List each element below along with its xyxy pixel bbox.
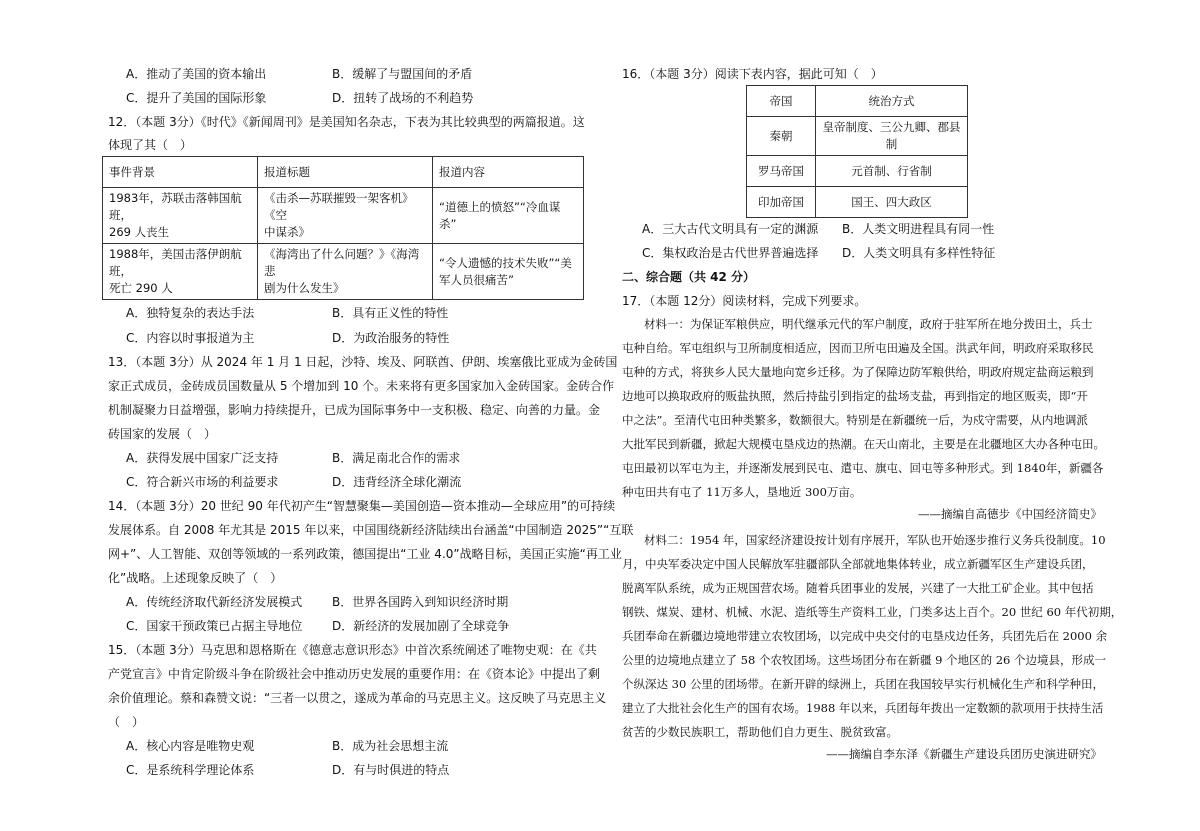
q11-option-b[interactable]: B．缓解了与盟国间的矛盾 bbox=[332, 67, 473, 81]
table-cell: 秦朝 bbox=[747, 117, 816, 156]
table-header: 报道标题 bbox=[258, 157, 433, 188]
q12-stem-line: 体现了其（ ） bbox=[108, 138, 193, 152]
q14-stem-line: 网+”、人工智能、双创等领域的一系列政策，德国提出“工业 4.0”战略目标，美国正实施“再工业 bbox=[108, 547, 622, 561]
table-cell: 1988年，美国击落伊朗航班， 死亡 290 人 bbox=[103, 244, 258, 300]
table-cell: 印加帝国 bbox=[747, 187, 816, 218]
table-header: 帝国 bbox=[747, 86, 816, 117]
material-two-line: 月，中央军委决定中国人民解放军驻疆部队全部就地集体转业，成立新疆军区生产建设兵团， bbox=[622, 557, 1094, 571]
table-row bbox=[103, 188, 584, 244]
table-cell: 《击杀—苏联摧毁一架客机》《空 中谋杀》 bbox=[258, 188, 433, 244]
table-row bbox=[747, 156, 968, 187]
table-cell: 国王、四大政区 bbox=[816, 187, 968, 218]
q15-option-d[interactable]: D．有与时俱进的特点 bbox=[332, 763, 450, 777]
table-header: 事件背景 bbox=[103, 157, 258, 188]
table-cell: 元首制、行省制 bbox=[816, 156, 968, 187]
material-two-line: 公里的边境地点建立了 58 个农牧团场。这些场团分布在新疆 9 个地区的 26 个边境县，形成一 bbox=[622, 653, 1107, 667]
table-header: 统治方式 bbox=[816, 86, 968, 117]
section-heading: 二、综合题（共 42 分） bbox=[622, 270, 756, 284]
table-cell: “令人遗憾的技术失败”“美 军人员很痛苦” bbox=[433, 244, 584, 300]
q14-stem-line: 化”战略。上述现象反映了（ ） bbox=[108, 571, 283, 585]
q13-stem-line: 家正式成员，金砖成员国数量从 5 个增加到 10 个。未来将有更多国家加入金砖国家。金砖合作 bbox=[108, 379, 615, 393]
table-row bbox=[747, 117, 968, 156]
table-row bbox=[103, 244, 584, 300]
q12-option-b[interactable]: B．具有正义性的特性 bbox=[332, 306, 449, 320]
q13-stem-line: 砖国家的发展（ ） bbox=[108, 427, 217, 441]
q13-option-a[interactable]: A．获得发展中国家广泛支持 bbox=[126, 451, 279, 465]
q14-option-c[interactable]: C．国家干预政策已占据主导地位 bbox=[126, 619, 303, 633]
source-citation: ——摘编自高德步《中国经济简史》 bbox=[918, 507, 1102, 521]
material-one-line: 屯田最初以军屯为主，并逐渐发展到民屯、遣屯、旗屯、回屯等多种形式。到 1840年，新疆各 bbox=[622, 461, 1104, 475]
q15-stem-line: 产党宣言》中肯定阶级斗争在阶级社会中推动历史发展的重要作用：在《资本论》中提出了剩 bbox=[108, 667, 601, 681]
q14-stem-line: 发展体系。自 2008 年尤其是 2015 年以来，中国围绕新经济陆续出台涵盖“中国制造 2025”“互联 bbox=[108, 523, 634, 537]
q14-option-b[interactable]: B．世界各国跨入到知识经济时期 bbox=[332, 595, 509, 609]
material-one-line: 屯种的方式，将狭乡人民大量地向宽乡迁移。为了保障边防军粮供给，明政府规定盐商运粮到 bbox=[622, 365, 1094, 379]
material-one-line: 屯种自给。军屯组织与卫所制度相适应，因而卫所屯田遍及全国。洪武年间，明政府采取移民 bbox=[622, 341, 1094, 355]
table-cell: 《海湾出了什么问题？》《海湾悲 剧为什么发生》 bbox=[258, 244, 433, 300]
q16-option-c[interactable]: C．集权政治是古代世界普遍选择 bbox=[642, 246, 819, 260]
q15-stem-line: 15．（本题 3分）马克思和恩格斯在《德意志意识形态》中首次系统阐述了唯物史观：在《共 bbox=[108, 643, 597, 657]
q13-option-c[interactable]: C．符合新兴市场的利益要求 bbox=[126, 475, 279, 489]
table-row bbox=[747, 187, 968, 218]
q14-stem-line: 14．（本题 3分）20 世纪 90 年代初产生“智慧聚集—美国创造—资本推动—全球应用”的可持续 bbox=[108, 499, 616, 513]
q17-stem: 17．（本题 12分）阅读材料，完成下列要求。 bbox=[622, 294, 867, 308]
q13-stem-line: 机制凝聚力日益增强，影响力持续提升，已成为国际事务中一支积极、稳定、向善的力量。金 bbox=[108, 403, 601, 417]
q14-option-a[interactable]: A．传统经济取代新经济发展模式 bbox=[126, 595, 303, 609]
q11-option-d[interactable]: D．扭转了战场的不利趋势 bbox=[332, 91, 474, 105]
material-two-line: 个纵深达 30 公里的团场带。在新开辟的绿洲上，兵团在我国较早实行机械化生产和科学种田， bbox=[622, 677, 1104, 691]
material-one-line: 种屯田共有屯了 11万多人，垦地近 300万亩。 bbox=[622, 485, 862, 499]
q12-stem-line: 12．（本题 3分）《时代》《新闻周刊》是美国知名杂志，下表为其比较典型的两篇报道。这 bbox=[108, 115, 585, 129]
q13-option-d[interactable]: D．违背经济全球化潮流 bbox=[332, 475, 462, 489]
q13-stem-line: 13．（本题 3分）从 2024 年 1 月 1 日起，沙特、埃及、阿联酋、伊朗、埃塞俄比亚成为金砖国 bbox=[108, 355, 618, 369]
q16-table bbox=[746, 85, 968, 218]
table-cell: 皇帝制度、三公九卿、郡县制 bbox=[816, 117, 968, 156]
q14-option-d[interactable]: D．新经济的发展加剧了全球竞争 bbox=[332, 619, 510, 633]
q13-option-b[interactable]: B．满足南北合作的需求 bbox=[332, 451, 461, 465]
source-citation: ——摘编自李东泽《新疆生产建设兵团历史演进研究》 bbox=[826, 747, 1102, 761]
q12-option-a[interactable]: A．独特复杂的表达手法 bbox=[126, 306, 255, 320]
material-one-line: 中之法”。至清代屯田种类繁多，数额很大。特别是在新疆统一后，为戍守需要，从内地调派 bbox=[622, 413, 1088, 427]
material-two-line: 贫苦的少数民族职工，帮助他们自力更生、脱贫致富。 bbox=[622, 725, 898, 739]
q16-option-a[interactable]: A．三大古代文明具有一定的渊源 bbox=[642, 222, 819, 236]
q11-option-c[interactable]: C．提升了美国的国际形象 bbox=[126, 91, 267, 105]
q15-stem-line: 余价值理论。蔡和森赞文说：“三者一以贯之，遂成为革命的马克思主义。这反映了马克思主义 bbox=[108, 691, 607, 705]
q15-option-a[interactable]: A．核心内容是唯物史观 bbox=[126, 739, 255, 753]
q12-option-c[interactable]: C．内容以时事报道为主 bbox=[126, 331, 255, 345]
material-one-line: 大批军民到新疆，掀起大规模屯垦戍边的热潮。在天山南北，主要是在北疆地区大办各种屯田。 bbox=[622, 437, 1105, 451]
q12-table bbox=[102, 156, 584, 300]
table-cell: 1983年，苏联击落韩国航班， 269 人丧生 bbox=[103, 188, 258, 244]
table-cell: “道德上的愤怒”“冷血谋杀” bbox=[433, 188, 584, 244]
q16-option-b[interactable]: B．人类文明进程具有同一性 bbox=[842, 222, 995, 236]
q15-stem-line: （ ） bbox=[108, 715, 145, 729]
material-one-line: 材料一：为保证军粮供应，明代继承元代的军户制度，政府于驻军所在地分拨田土，兵士 bbox=[644, 317, 1093, 331]
table-cell: 罗马帝国 bbox=[747, 156, 816, 187]
material-one-line: 边地可以换取政府的贩盐执照，然后持盐引到指定的盐场支盐，再到指定的地区贩卖，即“开 bbox=[622, 389, 1088, 403]
material-two-line: 材料二：1954 年，国家经济建设按计划有序展开，军队也开始逐步推行义务兵役制度。10 bbox=[644, 533, 1106, 547]
q16-option-d[interactable]: D．人类文明具有多样性特征 bbox=[842, 246, 996, 260]
q15-option-b[interactable]: B．成为社会思想主流 bbox=[332, 739, 449, 753]
material-two-line: 兵团奉命在新疆边境地带建立农牧团场，以完成中央交付的屯垦戍边任务，兵团先后在 2000 余 bbox=[622, 629, 1108, 643]
material-two-line: 建立了大批社会化生产的国有农场。1988 年以来，兵团每年拨出一定数额的款项用于扶持生活 bbox=[622, 701, 1104, 715]
table-header: 报道内容 bbox=[433, 157, 584, 188]
q16-stem: 16．（本题 3分）阅读下表内容，据此可知（ ） bbox=[622, 67, 883, 81]
material-two-line: 钢铁、煤炭、建材、机械、水泥、造纸等生产资料工业，门类多达上百个。20 世纪 60 年代初期， bbox=[622, 605, 1123, 619]
q15-option-c[interactable]: C．是系统科学理论体系 bbox=[126, 763, 255, 777]
material-two-line: 脱离军队系统，成为正规国营农场。随着兵团事业的发展，兴建了一大批工矿企业。其中包括 bbox=[622, 581, 1094, 595]
q11-option-a[interactable]: A．推动了美国的资本输出 bbox=[126, 67, 267, 81]
q12-option-d[interactable]: D．为政治服务的特性 bbox=[332, 331, 450, 345]
